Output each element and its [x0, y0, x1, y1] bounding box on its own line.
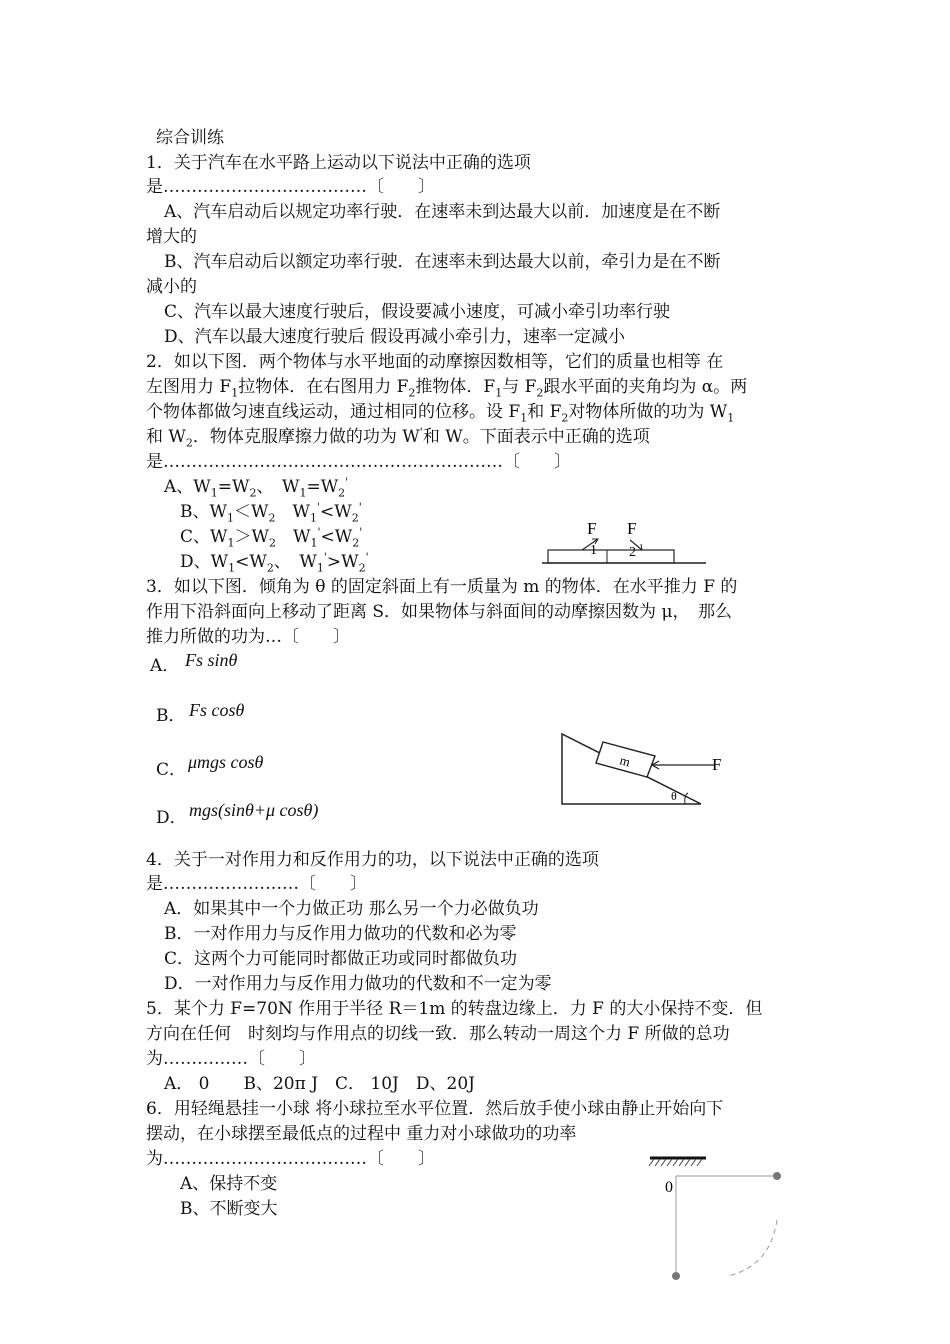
q5-stem-line3: 为……………〔 〕 [146, 1049, 316, 1069]
q2-option-a: A、$W_1=W_2$、 $W_1=W_2'$ [164, 475, 349, 500]
q4-option-a: A．如果其中一个力做正功 那么另一个力必做负功 [164, 899, 539, 919]
q3-option-d-expr: mgs(sinθ+μ cosθ) [189, 800, 319, 820]
q1-option-d: D、汽车以最大速度行驶后 假设再减小牵引力，速率一定减小 [164, 327, 626, 347]
q4-option-d: D．一对作用力与反作用力做功的代数和不一定为零 [164, 974, 552, 994]
q3-stem-line1: 3．如以下图．倾角为 θ 的固定斜面上有一质量为 m 的物体．在水平推力 F 的 [146, 577, 738, 597]
q3-option-c-expr: μmgs cosθ [188, 752, 264, 772]
q3-stem-line3: 推力所做的功为…〔 〕 [146, 627, 350, 647]
q4-stem-cont: 是……………………〔 〕 [146, 874, 367, 894]
q3-option-b-expr: Fs cosθ [189, 700, 245, 720]
q1-option-a-cont: 增大的 [146, 227, 197, 247]
q6-option-a: A、保持不变 [180, 1174, 278, 1194]
q2-blocks-figure [540, 514, 710, 570]
angle-arc [685, 793, 688, 804]
blocks-outline [548, 550, 674, 563]
q2-stem-line2: 左图用力 $F_1$拉物体．在右图用力 $F_2$推物体．$F_1$与 $F_2$跟水平面的夹角均为 α。两 [146, 377, 748, 400]
swing-path [728, 1220, 777, 1276]
q3-stem-line2: 作用下沿斜面向上移动了距离 S．如果物体与斜面间的动摩擦因数为 μ， 那么 [146, 602, 733, 622]
q3-option-d-label: D． [156, 808, 187, 828]
label-2: 2 [629, 545, 636, 560]
q2-stem-line5: 是……………………………………………………〔 〕 [146, 452, 571, 472]
q5-options: A． 0 B、20π J C． 10J D、20J [164, 1074, 475, 1094]
q2-option-c: C、$W_1>W_2$ $W_1'<W_2'$ [180, 525, 363, 550]
q1-option-b: B、汽车启动后以额定功率行驶．在速率未到达最大以前，牵引力是在不断 [164, 252, 721, 272]
label-theta: θ [671, 789, 677, 803]
q4-option-b: B．一对作用力与反作用力做功的代数和必为零 [164, 924, 517, 944]
q4-stem: 4．关于一对作用力和反作用力的功，以下说法中正确的选项 [146, 850, 599, 870]
label-m: m [618, 752, 632, 770]
q1-option-b-cont: 减小的 [146, 277, 197, 297]
label-f: F [712, 755, 722, 774]
label-1: 1 [590, 543, 597, 558]
ceiling-hatching [649, 1159, 702, 1166]
q6-stem-line2: 摆动，在小球摆至最低点的过程中 重力对小球做功的功率 [146, 1124, 577, 1144]
q3-incline-figure [555, 728, 745, 810]
q2-stem-line3: 个物体都做匀速直线运动，通过相同的位移。设 $F_1$和 $F_2$对物体所做的功为 $W_1$ [146, 402, 735, 425]
q6-stem-line1: 6．用轻绳悬挂一小球 将小球拉至水平位置．然后放手使小球由静止开始向下 [146, 1099, 724, 1119]
q1-stem: 1．关于汽车在水平路上运动以下说法中正确的选项 [146, 153, 531, 173]
q2-stem-line1: 2．如以下图．两个物体与水平地面的动摩擦因数相等，它们的质量也相等 在 [146, 352, 724, 372]
label-pivot: 0 [665, 1179, 673, 1196]
q2-option-b: B、$W_1<W_2$ $W_1'<W_2'$ [180, 500, 362, 525]
q5-stem-line1: 5．某个力 F=70N 作用于半径 R＝1m 的转盘边缘上．力 F 的大小保持不变．但 [146, 999, 763, 1019]
q1-stem-cont: 是………………………………〔 〕 [146, 177, 435, 197]
label-f-left: F [587, 519, 597, 538]
q3-option-a-label: A． [150, 656, 180, 676]
q6-stem-line3: 为………………………………〔 〕 [146, 1149, 435, 1169]
q4-option-c: C．这两个力可能同时都做正功或同时都做负功 [164, 949, 518, 969]
ball-start [773, 1172, 781, 1180]
ball-bottom [672, 1272, 680, 1280]
page-title: 综合训练 [156, 128, 224, 148]
q3-option-b-label: B． [156, 706, 186, 726]
q2-stem-line4: 和 $W_2$．物体克服摩擦力做的功为 W'和 W。下面表示中正确的选项 [146, 425, 650, 450]
label-f-right: F [627, 519, 637, 538]
q5-stem-line2: 方向在任何 时刻均与作用点的切线一致．那么转动一周这个力 F 所做的总功 [146, 1024, 730, 1044]
q1-option-a: A、汽车启动后以规定功率行驶．在速率未到达最大以前．加速度是在不断 [164, 202, 721, 222]
q6-option-b: B、不断变大 [180, 1199, 278, 1219]
q6-pendulum-figure [640, 1148, 790, 1288]
q3-option-a-expr: Fs sinθ [185, 650, 238, 670]
q2-option-d: D、$W_1<W_2$、 $W_1'>W_2'$ [180, 550, 369, 575]
q3-option-c-label: C． [156, 760, 187, 780]
q1-option-c: C、汽车以最大速度行驶后，假设要减小速度，可减小牵引功率行驶 [164, 302, 671, 322]
